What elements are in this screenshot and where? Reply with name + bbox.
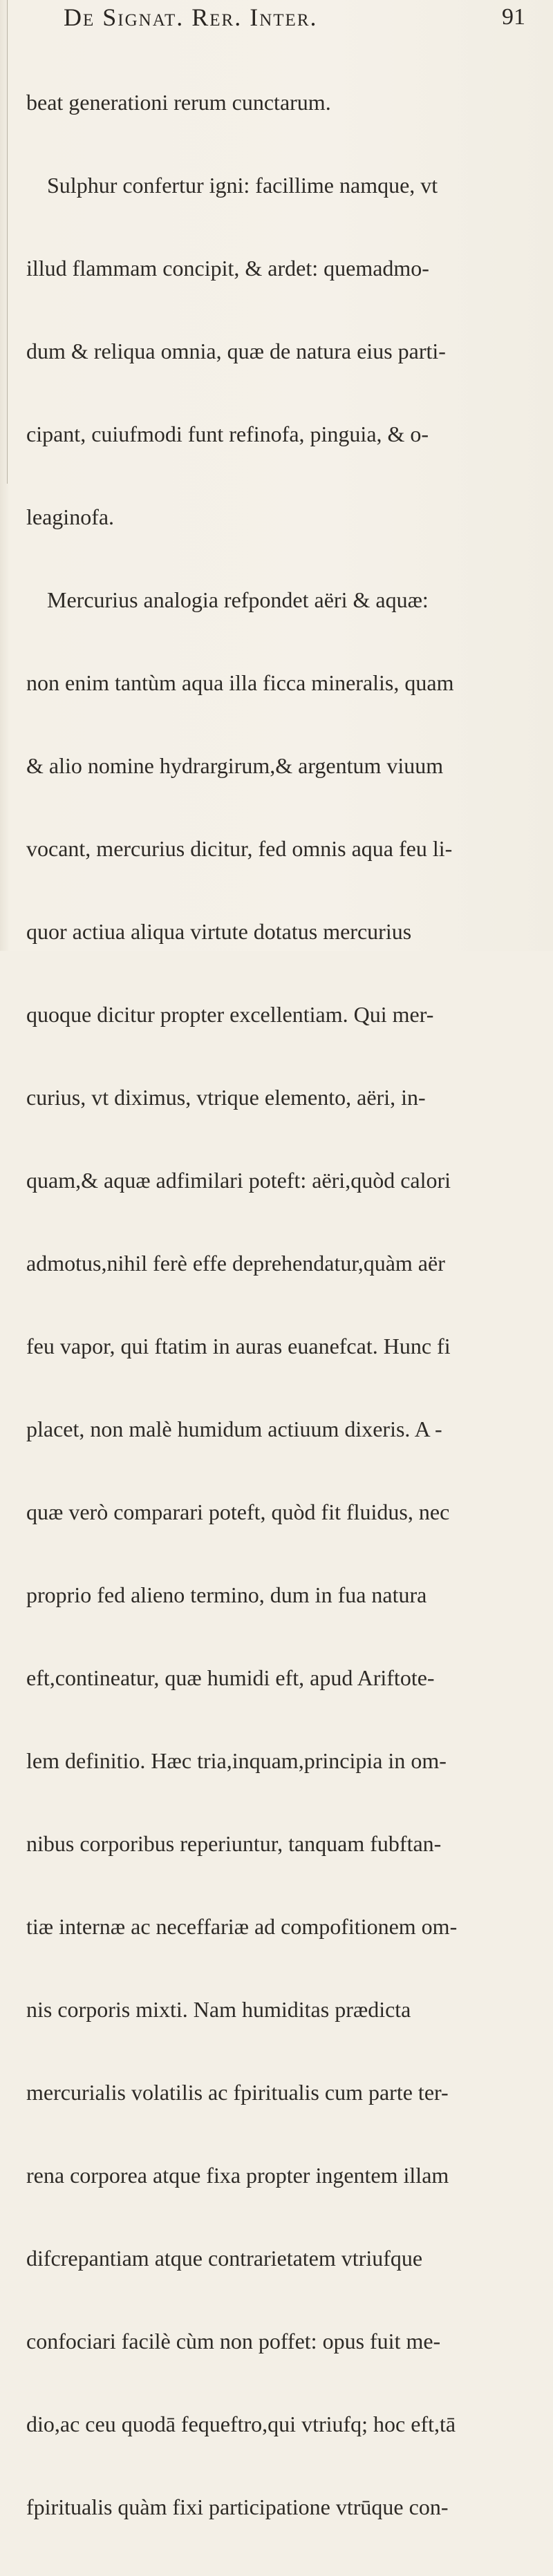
text-line: feu vapor, qui ftatim in auras euanefcat. Hunc fi bbox=[26, 1334, 451, 1358]
text-line: dum & reliqua omnia, quæ de natura eius parti- bbox=[26, 339, 446, 363]
text-line: illud flammam concipit, & ardet: quemadmo- bbox=[26, 256, 429, 281]
text-line: beat generationi rerum cunctarum. bbox=[26, 90, 331, 115]
text-line: non enim tantùm aqua illa ficca mineralis, quam bbox=[26, 670, 454, 695]
text-line: Mercurius analogia refpondet aëri & aquæ: bbox=[47, 587, 429, 612]
text-line: nibus corporibus reperiuntur, tanquam fubftan- bbox=[26, 1831, 442, 1856]
body-text bbox=[26, 33, 538, 2576]
text-line: cipant, cuiufmodi funt refinofa, pinguia, & o- bbox=[26, 422, 429, 446]
text-line: quoque dicitur propter excellentiam. Qui mer- bbox=[26, 1002, 434, 1027]
text-line: mercurialis volatilis ac fpiritualis cum parte ter- bbox=[26, 2080, 449, 2105]
text-line: leaginofa. bbox=[26, 504, 115, 529]
text-line: fpiritualis quàm fixi participatione vtrūque con- bbox=[26, 2494, 449, 2519]
gutter-edge bbox=[7, 0, 8, 484]
running-head: De Signat. Rer. Inter. bbox=[64, 3, 318, 31]
text-line: vocant, mercurius dicitur, fed omnis aqua feu li- bbox=[26, 836, 453, 861]
text-line: quor actiua aliqua virtute dotatus mercurius bbox=[26, 919, 412, 944]
text-line: eft,contineatur, quæ humidi eft, apud Ariftote- bbox=[26, 1665, 435, 1690]
text-line: difcrepantiam atque contrarietatem vtriufque bbox=[26, 2246, 423, 2271]
text-line: quæ verò comparari poteft, quòd fit fluidus, nec bbox=[26, 1499, 450, 1524]
text-line: nis corporis mixti. Nam humiditas prædicta bbox=[26, 1997, 411, 2022]
text-line: confociari facilè cùm non poffet: opus fuit me- bbox=[26, 2329, 441, 2354]
text-line: placet, non malè humidum actiuum dixeris. A - bbox=[26, 1417, 442, 1441]
text-line: rena corporea atque fixa propter ingentem illam bbox=[26, 2163, 449, 2188]
text-line: lem definitio. Hæc tria,inquam,principia in om- bbox=[26, 1748, 447, 1773]
text-line: quam,& aquæ adfimilari poteft: aëri,quòd calori bbox=[26, 1168, 451, 1193]
text-line: curius, vt diximus, vtrique elemento, aëri, in- bbox=[26, 1085, 426, 1110]
page-header bbox=[64, 3, 534, 36]
text-line: dio,ac ceu quodā fequeftro,qui vtriufq; hoc eft,tā bbox=[26, 2412, 456, 2436]
text-line: Sulphur confertur igni: facillime namque, vt bbox=[47, 173, 438, 198]
text-line: proprio fed alieno termino, dum in fua natura bbox=[26, 1582, 427, 1607]
page-number: 91 bbox=[502, 4, 525, 30]
text-line: admotus,nihil ferè effe deprehendatur,quàm aër bbox=[26, 1251, 445, 1276]
text-line: & alio nomine hydrargirum,& argentum viuum bbox=[26, 753, 444, 778]
text-line: tiæ internæ ac neceffariæ ad compofitionem om- bbox=[26, 1914, 458, 1939]
